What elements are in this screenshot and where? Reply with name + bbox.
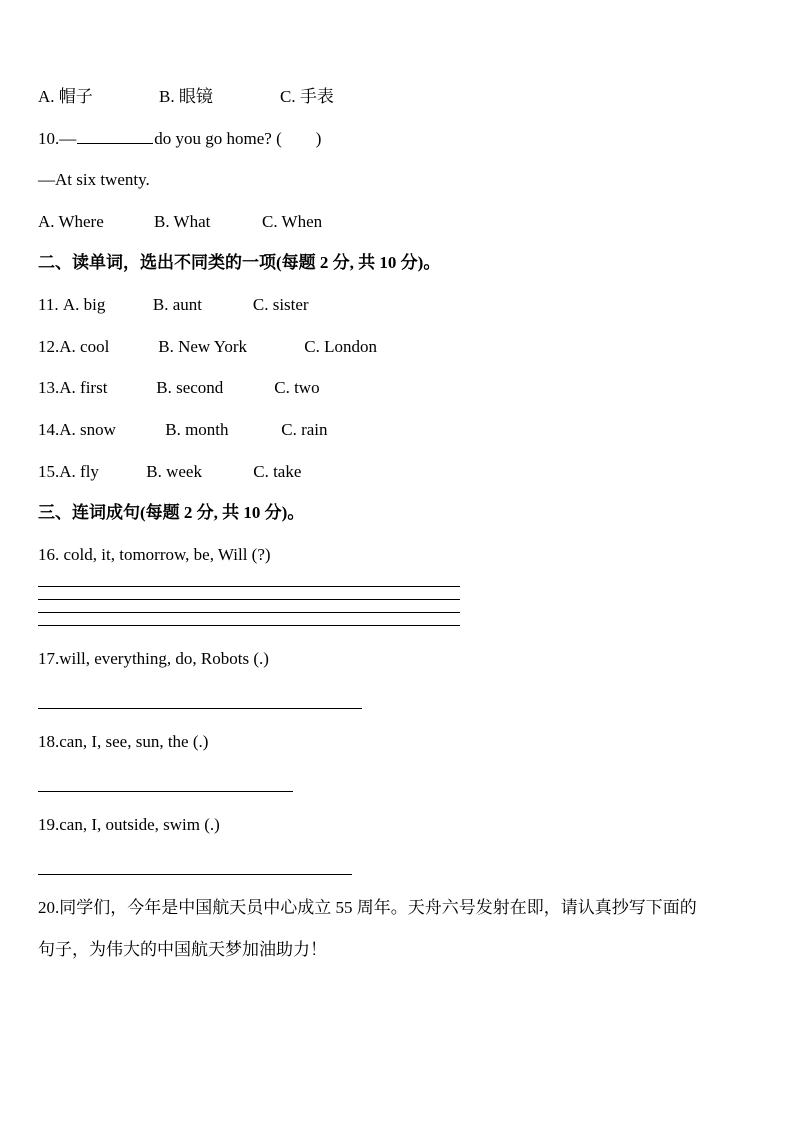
q18-writing-line[interactable] xyxy=(38,791,293,792)
q11-option-c: C. sister xyxy=(252,295,309,314)
q15-row xyxy=(38,462,301,482)
q14-option-a: A. snow xyxy=(59,420,116,439)
q11-option-a: A. big xyxy=(62,295,106,314)
q12-option-b: B. New York xyxy=(158,337,248,356)
q13-option-c: C. two xyxy=(274,378,320,397)
q10-option-c: C. When xyxy=(262,212,323,231)
q11-option-b: B. aunt xyxy=(152,295,202,314)
q10-stem xyxy=(38,129,321,149)
q9-option-a: A. 帽子 xyxy=(38,87,93,106)
q14-option-c: C. rain xyxy=(281,420,328,439)
q12-number: 12. xyxy=(38,337,60,356)
q15-option-c: C. take xyxy=(253,462,302,481)
q9-option-b: B. 眼镜 xyxy=(159,87,213,106)
q20-text-line-1: 20.同学们，今年是中国航天员中心成立 55 周年。天舟六号发射在即，请认真抄写下面的 xyxy=(38,898,697,917)
q12-option-a: A. cool xyxy=(59,337,110,356)
q19-writing-line[interactable] xyxy=(38,874,352,875)
section3-title: 三、连词成句(每题 2 分, 共 10 分)。 xyxy=(38,503,305,522)
q10-number: 10. xyxy=(38,129,60,148)
q10-stem-rest: do you go home? ( ) xyxy=(154,129,322,148)
q17-prompt: 17.will, everything, do, Robots (.) xyxy=(38,649,269,668)
q11-number: 11. xyxy=(38,295,63,314)
q15-number: 15. xyxy=(38,462,60,481)
q10-answer-line: —At six twenty. xyxy=(38,170,150,189)
q20-text-line-2: 句子，为伟大的中国航天梦加油助力！ xyxy=(38,940,327,959)
q13-option-a: A. first xyxy=(59,378,108,397)
q15-option-b: B. week xyxy=(146,462,202,481)
q13-option-b: B. second xyxy=(156,378,224,397)
q12-row xyxy=(38,337,377,357)
section2-title: 二、读单词，选出不同类的一项(每题 2 分, 共 10 分)。 xyxy=(38,253,441,272)
q14-option-b: B. month xyxy=(165,420,229,439)
q16-writing-line-2[interactable] xyxy=(38,599,460,600)
q18-prompt: 18.can, I, see, sun, the (.) xyxy=(38,732,209,751)
q11-row xyxy=(38,295,309,315)
q10-answer-blank[interactable] xyxy=(77,129,153,144)
q19-prompt: 19.can, I, outside, swim (.) xyxy=(38,815,220,834)
q10-options-row xyxy=(38,212,322,232)
q16-writing-line-3[interactable] xyxy=(38,612,460,613)
q10-option-b: B. What xyxy=(154,212,211,231)
q12-option-c: C. London xyxy=(304,337,377,356)
q16-prompt: 16. cold, it, tomorrow, be, Will (?) xyxy=(38,545,271,564)
q17-writing-line[interactable] xyxy=(38,708,362,709)
q14-row xyxy=(38,420,328,440)
q9-options-row xyxy=(38,87,334,107)
q10-dash: — xyxy=(59,129,77,148)
q15-option-a: A. fly xyxy=(59,462,99,481)
q10-option-a: A. Where xyxy=(38,212,104,231)
q13-row xyxy=(38,378,320,398)
q16-writing-line-1[interactable] xyxy=(38,586,460,587)
q16-writing-line-4[interactable] xyxy=(38,625,460,626)
q14-number: 14. xyxy=(38,420,60,439)
q9-option-c: C. 手表 xyxy=(280,87,334,106)
q13-number: 13. xyxy=(38,378,60,397)
